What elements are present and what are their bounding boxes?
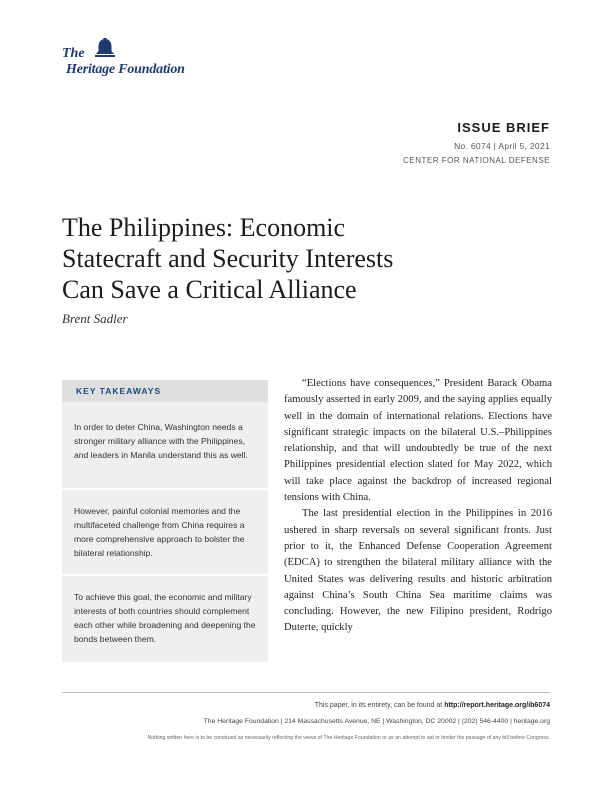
footer-paper-link[interactable]: http://report.heritage.org/ib6074	[444, 702, 550, 709]
footer-address: The Heritage Foundation | 214 Massachusetts Avenue, NE | Washington, DC 20002 | (202) 546-4400 | heritage.org	[203, 718, 550, 725]
takeaway-item	[62, 490, 268, 574]
page-title	[62, 212, 532, 305]
takeaway-text: In order to deter China, Washington needs a stronger military alliance with the Philippines, and leaders in Manila understand this as well.	[74, 422, 248, 460]
logo-text-the: The	[62, 46, 85, 61]
body-paragraph: “Elections have consequences,” President Barack Obama famously asserted in early 2009, and the saying applies equally well in the domain of international relations. Elections have significant strategic impacts on the bilateral U.S.–Philippines relationship, and that will undoubtedly be true of the next Philippines presidential election slated for May 2022, which will take place against the backdrop of increased regional tensions with China.	[284, 378, 552, 504]
key-takeaways-title: KEY TAKEAWAYS	[76, 386, 162, 396]
takeaway-text: However, painful colonial memories and the multifaceted challenge from China requires a more comprehensive approach to bolster the bilateral relationship.	[74, 506, 245, 558]
takeaway-item	[62, 402, 268, 488]
footer-divider	[62, 692, 550, 693]
logo-text-name: Heritage Foundation	[66, 62, 185, 77]
author: Brent Sadler	[62, 311, 128, 326]
title-line: Statecraft and Security Interests	[62, 244, 394, 273]
key-takeaways-box	[62, 380, 268, 662]
takeaway-text: To achieve this goal, the economic and military interests of both countries should complement each other while broadening and deepening the bonds between them.	[74, 592, 256, 644]
center-name: CENTER FOR NATIONAL DEFENSE	[403, 156, 550, 165]
footer-paper-link-line	[315, 702, 550, 709]
key-takeaways-header	[62, 380, 268, 402]
body-paragraph: The last presidential election in the Philippines in 2016 ushered in sharp reversals on several significant fronts. Just prior to it, the Enhanced Defense Cooperation Agreement (EDCA) to strengthen the bilateral military alliance with the United States was delivering results and historic arbitration against China’s South China Sea maritime claims was concluding. However, the new Filipino president, Rodrigo Duterte, quickly	[284, 508, 552, 634]
heritage-logo	[62, 38, 222, 82]
takeaway-item	[62, 576, 268, 662]
footer-disclaimer: Nothing written here is to be construed as necessarily reflecting the views of The Heritage Foundation or as an attempt to aid or hinder the passage of any bill before Congress.	[147, 735, 550, 741]
issue-number-date: No. 6074 | April 5, 2021	[454, 141, 550, 151]
footer-link-prefix: This paper, in its entirety, can be found at	[314, 702, 443, 709]
issue-type: ISSUE BRIEF	[457, 120, 550, 135]
liberty-bell-icon	[94, 38, 116, 58]
title-line: Can Save a Critical Alliance	[62, 275, 357, 304]
body-text	[284, 376, 552, 637]
title-line: The Philippines: Economic	[62, 213, 346, 242]
